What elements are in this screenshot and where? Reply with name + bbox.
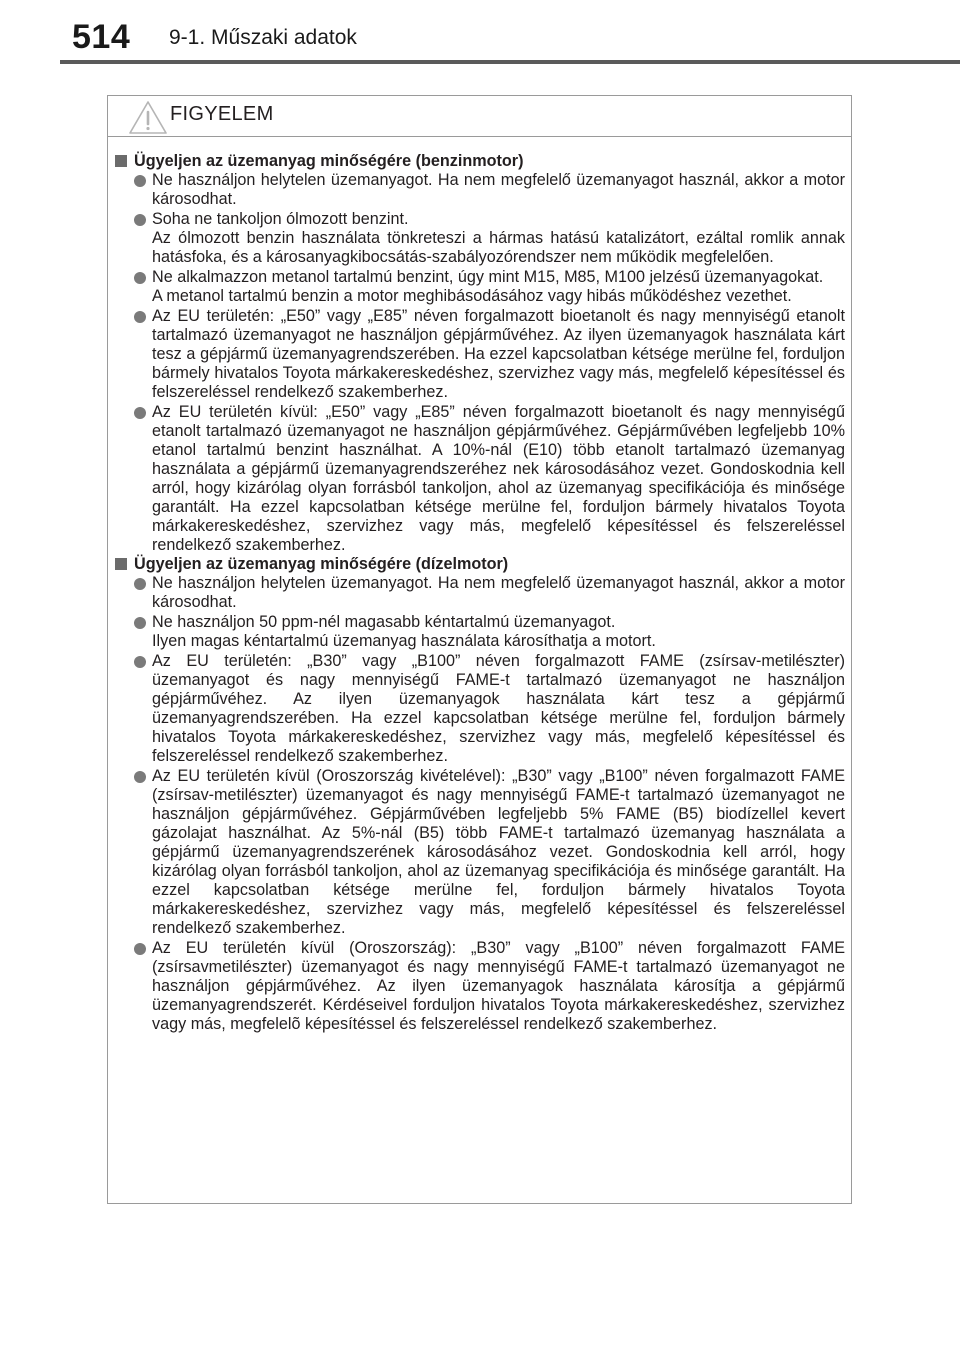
- item-text: Ne alkalmazzon metanol tartalmú benzint, úgy mint M15, M85, M100 jelzésű üzemanyagokat.: [152, 268, 824, 286]
- item-text: Az ólmozott benzin használata tönkreteszi a hármas hatású katalizátort, ezáltal romlik annak hatásfoka, és a károsanyagkibocsátás-szabályozórendszer nem működik megfelelően.: [152, 229, 845, 266]
- item-text: Az EU területén: „B30” vagy „B100” néven forgalmazott FAME (zsírsav-metilészter) üzemanyagot és nagy mennyiségű FAME-t tartalmazó üzemanyagot ne használjon gépjárművéhez. Az ilyen üzemanyagok használata kárt tesz a gépjármű üzemanyagrendszerében. Ha ezzel kapcsolatban kétsége merülne fel, forduljon bármely hivatalos Toyota márkakereskedéshez, szervizhez vagy más, megfelelő képesítéssel és felszereléssel rendelkező szakemberhez.: [152, 652, 845, 765]
- item-text: A metanol tartalmú benzin a motor meghibásodásához vagy hibás működéshez vezethet.: [152, 287, 792, 305]
- bullet-icon: [134, 311, 146, 323]
- list-item: [134, 613, 845, 651]
- list-item: [134, 652, 845, 766]
- bullet-icon: [134, 656, 146, 668]
- section-heading-text: Ügyeljen az üzemanyag minőségére (benzinmotor): [134, 152, 524, 170]
- item-text: Ne használjon helytelen üzemanyagot. Ha nem megfelelő üzemanyagot használ, akkor a motor károsodhat.: [152, 574, 845, 611]
- list-item: [134, 939, 845, 1034]
- page-header: [60, 14, 960, 76]
- item-text: Ne használjon 50 ppm-nél magasabb kéntartalmú üzemanyagot.: [152, 613, 616, 631]
- item-text: Az EU területén kívül (Oroszország kivételével): „B30” vagy „B100” néven forgalmazott FAME (zsírsav-metilészter) üzemanyagot és nagy mennyiségű FAME-t tartalmazó üzemanyagot ne használjon gépjárművéhez. Gépjárművében legfeljebb 5% FAME (B5) biodízellel kevert gázolajat használhat. Az 5%-nál (B5) több FAME-t tartalmazó üzemanyag használata a gépjármű üzemanyagrendszerének károsodásához vezet. Gondoskodnia kell arról, hogy kizárólag olyan forrásból tankoljon, ahol az üzemanyag specifikációja és minősége garantált. Ha ezzel kapcsolatban kétsége merülne fel, forduljon bármely hivatalos Toyota márkakereskedéshez, szervizhez vagy más, megfelelő képesítéssel és felszereléssel rendelkező szakemberhez.: [152, 767, 845, 937]
- bullet-icon: [134, 272, 146, 284]
- square-bullet-icon: [115, 558, 127, 570]
- section-heading: [108, 152, 851, 171]
- list-item: [134, 574, 845, 612]
- item-text: Soha ne tankoljon ólmozott benzint.: [152, 210, 409, 228]
- list-item: [134, 307, 845, 402]
- caution-body: [108, 152, 851, 1034]
- page-number: 514: [72, 18, 131, 56]
- section-heading-text: Ügyeljen az üzemanyag minőségére (dízelmotor): [134, 555, 509, 573]
- bullet-icon: [134, 175, 146, 187]
- list-item: [134, 171, 845, 209]
- bullet-icon: [134, 771, 146, 783]
- caution-box: [107, 95, 852, 1204]
- list-item: [134, 268, 845, 306]
- square-bullet-icon: [115, 155, 127, 167]
- bullet-icon: [134, 407, 146, 419]
- header-divider: [60, 60, 960, 64]
- list-item: [134, 767, 845, 938]
- bullet-icon: [134, 578, 146, 590]
- item-text: Az EU területén kívül (Oroszország): „B30” vagy „B100” néven forgalmazott FAME (zsírsavmetilészter) üzemanyagot és nagy mennyiségű FAME-t tartalmazó üzemanyagot ne használjon gépjárművéhez. Az ilyen üzemanyagok használata károsítja a gépjármű üzemanyagrendszerét. Kérdéseivel forduljon hivatalos Toyota márkakereskedéshez, szervizhez vagy más, megfelelõ képesítéssel és felszereléssel rendelkező szakemberhez.: [152, 939, 845, 1033]
- warning-triangle-icon: [128, 100, 168, 136]
- caution-title: FIGYELEM: [170, 103, 274, 125]
- item-text: Az EU területén: „E50” vagy „E85” néven forgalmazott bioetanolt és nagy mennyiségű etanolt tartalmazó üzemanyagot ne használjon gépjárművéhez. Az ilyen üzemanyagok használata kárt tesz a gépjármű üzemanyagrendszerében. Ha ezzel kapcsolatban kétsége merülne fel, forduljon bármely hivatalos Toyota márkakereskedéshez, szervizhez vagy más, megfelelő képesítéssel és felszereléssel rendelkező szakemberhez.: [152, 307, 845, 401]
- item-text: Ne használjon helytelen üzemanyagot. Ha nem megfelelő üzemanyagot használ, akkor a motor károsodhat.: [152, 171, 845, 208]
- list-item: [134, 403, 845, 555]
- bullet-icon: [134, 617, 146, 629]
- chapter-title: 9-1. Műszaki adatok: [169, 26, 357, 49]
- list-item: [134, 210, 845, 267]
- section-gasoline: [108, 152, 851, 555]
- item-text: Az EU területén kívül: „E50” vagy „E85” néven forgalmazott bioetanolt és nagy mennyiségű etanolt tartalmazó üzemanyagot ne használjon gépjárművéhez. Gépjárművében legfeljebb 10% etanol tartalmú benzint használhat. A 10%-nál (E10) több etanolt tartalmazó üzemanyag használata a gépjármű üzemanyagrendszeréhez nek károsodásához vezet. Gondoskodnia kell arról, hogy kizárólag olyan forrásból tankoljon, ahol az üzemanyag specifikációja és minősége garantált. Ha ezzel kapcsolatban kétsége merülne fel, forduljon bármely hivatalos Toyota márkakereskedéshez, szervizhez vagy más, megfelelő képesítéssel és felszereléssel rendelkező szakemberhez.: [152, 403, 845, 554]
- item-text: Ilyen magas kéntartalmú üzemanyag használata károsíthatja a motort.: [152, 632, 656, 650]
- caution-header: [108, 96, 851, 137]
- bullet-icon: [134, 214, 146, 226]
- section-diesel: [108, 555, 851, 1034]
- section-heading: [108, 555, 851, 574]
- bullet-icon: [134, 943, 146, 955]
